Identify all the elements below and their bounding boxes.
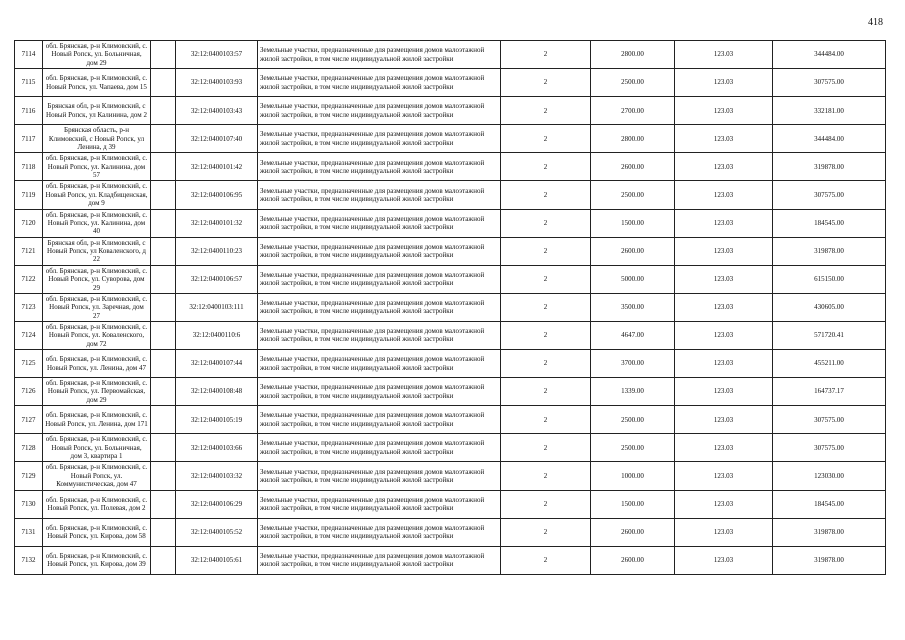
land-purpose-cell: Земельные участки, предназначенные для размещения домов малоэтажной жилой застройки, в том числе индивидуальной жилой застройки	[258, 378, 501, 406]
address-cell: обл. Брянская, р-н Климовский, с. Новый Ропск, ул. Суворова, дом 29	[43, 265, 151, 293]
address-cell: обл. Брянская, р-н Климовский, с. Новый Ропск, ул. Ленина, дом 171	[43, 406, 151, 434]
table-row	[15, 350, 886, 378]
specific-value-cell: 123.03	[675, 293, 773, 321]
cadastral-number-cell: 32:12:0400103:111	[176, 293, 258, 321]
area-cell: 2600.00	[591, 153, 675, 181]
table-row	[15, 41, 886, 69]
area-cell: 5000.00	[591, 265, 675, 293]
table-row	[15, 97, 886, 125]
category-cell: 2	[501, 181, 591, 209]
empty-cell	[151, 434, 176, 462]
cadastral-number-cell: 32:12:0400103:57	[176, 41, 258, 69]
cadastral-number-cell: 32:12:0400106:57	[176, 265, 258, 293]
area-cell: 2600.00	[591, 518, 675, 546]
category-cell: 2	[501, 209, 591, 237]
specific-value-cell: 123.03	[675, 125, 773, 153]
address-cell: обл. Брянская, р-н Климовский, с. Новый Ропск, ул. Коваленского, дом 72	[43, 321, 151, 349]
area-cell: 2600.00	[591, 546, 675, 574]
row-number-cell: 7131	[15, 518, 43, 546]
table-row	[15, 69, 886, 97]
cadastral-number-cell: 32:12:0400101:42	[176, 153, 258, 181]
cadastral-value-cell: 430605.00	[773, 293, 886, 321]
table-row	[15, 462, 886, 490]
address-cell: обл. Брянская, р-н Климовский, с. Новый Ропск, ул. Ленина, дом 47	[43, 350, 151, 378]
land-purpose-cell: Земельные участки, предназначенные для размещения домов малоэтажной жилой застройки, в том числе индивидуальной жилой застройки	[258, 125, 501, 153]
empty-cell	[151, 462, 176, 490]
land-purpose-cell: Земельные участки, предназначенные для размещения домов малоэтажной жилой застройки, в том числе индивидуальной жилой застройки	[258, 293, 501, 321]
empty-cell	[151, 350, 176, 378]
table-row	[15, 434, 886, 462]
row-number-cell: 7117	[15, 125, 43, 153]
cadastral-value-cell: 123030.00	[773, 462, 886, 490]
table-row	[15, 181, 886, 209]
area-cell: 1500.00	[591, 209, 675, 237]
row-number-cell: 7120	[15, 209, 43, 237]
address-cell: Брянская обл, р-н Климовский, с Новый Ропск, ул Коваленского, д 22	[43, 237, 151, 265]
cadastral-value-cell: 164737.17	[773, 378, 886, 406]
empty-cell	[151, 518, 176, 546]
area-cell: 1000.00	[591, 462, 675, 490]
row-number-cell: 7128	[15, 434, 43, 462]
address-cell: обл. Брянская, р-н Климовский, с. Новый Ропск, ул. Калинина, дом 40	[43, 209, 151, 237]
cadastral-value-cell: 184545.00	[773, 490, 886, 518]
specific-value-cell: 123.03	[675, 462, 773, 490]
address-cell: Брянская обл, р-н Климовский, с Новый Ропск, ул Калинина, дом 2	[43, 97, 151, 125]
table-row	[15, 321, 886, 349]
specific-value-cell: 123.03	[675, 321, 773, 349]
table-row	[15, 518, 886, 546]
cadastral-value-cell: 332181.00	[773, 97, 886, 125]
category-cell: 2	[501, 321, 591, 349]
area-cell: 2500.00	[591, 434, 675, 462]
category-cell: 2	[501, 378, 591, 406]
row-number-cell: 7122	[15, 265, 43, 293]
empty-cell	[151, 97, 176, 125]
specific-value-cell: 123.03	[675, 209, 773, 237]
specific-value-cell: 123.03	[675, 490, 773, 518]
cadastral-value-cell: 307575.00	[773, 69, 886, 97]
cadastral-number-cell: 32:12:0400105:52	[176, 518, 258, 546]
row-number-cell: 7126	[15, 378, 43, 406]
empty-cell	[151, 209, 176, 237]
category-cell: 2	[501, 153, 591, 181]
empty-cell	[151, 490, 176, 518]
land-purpose-cell: Земельные участки, предназначенные для размещения домов малоэтажной жилой застройки, в том числе индивидуальной жилой застройки	[258, 237, 501, 265]
area-cell: 4647.00	[591, 321, 675, 349]
registry-rows	[15, 41, 886, 575]
address-cell: обл. Брянская, р-н Климовский, с. Новый Ропск, ул. Кирова, дом 58	[43, 518, 151, 546]
empty-cell	[151, 41, 176, 69]
cadastral-value-cell: 319878.00	[773, 237, 886, 265]
land-purpose-cell: Земельные участки, предназначенные для размещения домов малоэтажной жилой застройки, в том числе индивидуальной жилой застройки	[258, 490, 501, 518]
specific-value-cell: 123.03	[675, 350, 773, 378]
land-purpose-cell: Земельные участки, предназначенные для размещения домов малоэтажной жилой застройки, в том числе индивидуальной жилой застройки	[258, 546, 501, 574]
category-cell: 2	[501, 69, 591, 97]
land-purpose-cell: Земельные участки, предназначенные для размещения домов малоэтажной жилой застройки, в том числе индивидуальной жилой застройки	[258, 265, 501, 293]
land-purpose-cell: Земельные участки, предназначенные для размещения домов малоэтажной жилой застройки, в том числе индивидуальной жилой застройки	[258, 350, 501, 378]
cadastral-value-cell: 307575.00	[773, 434, 886, 462]
empty-cell	[151, 546, 176, 574]
row-number-cell: 7124	[15, 321, 43, 349]
address-cell: обл. Брянская, р-н Климовский, с. Новый Ропск, ул. Заречная, дом 27	[43, 293, 151, 321]
cadastral-value-cell: 571720.41	[773, 321, 886, 349]
address-cell: обл. Брянская, р-н Климовский, с. Новый Ропск, ул. Чапаева, дом 15	[43, 69, 151, 97]
address-cell: Брянская область, р-н Климовский, с Новый Ропск, ул Ленина, д 39	[43, 125, 151, 153]
row-number-cell: 7132	[15, 546, 43, 574]
cadastral-value-cell: 319878.00	[773, 546, 886, 574]
address-cell: обл. Брянская, р-н Климовский, с. Новый Ропск, ул. Коммунистическая, дом 47	[43, 462, 151, 490]
specific-value-cell: 123.03	[675, 546, 773, 574]
table-row	[15, 406, 886, 434]
cadastral-number-cell: 32:12:0400103:93	[176, 69, 258, 97]
cadastral-number-cell: 32:12:0400105:19	[176, 406, 258, 434]
row-number-cell: 7121	[15, 237, 43, 265]
empty-cell	[151, 265, 176, 293]
area-cell: 2500.00	[591, 181, 675, 209]
row-number-cell: 7118	[15, 153, 43, 181]
specific-value-cell: 123.03	[675, 237, 773, 265]
category-cell: 2	[501, 350, 591, 378]
cadastral-value-cell: 344484.00	[773, 41, 886, 69]
empty-cell	[151, 321, 176, 349]
address-cell: обл. Брянская, р-н Климовский, с. Новый Ропск, ул. Кирова, дом 39	[43, 546, 151, 574]
specific-value-cell: 123.03	[675, 97, 773, 125]
land-purpose-cell: Земельные участки, предназначенные для размещения домов малоэтажной жилой застройки, в том числе индивидуальной жилой застройки	[258, 462, 501, 490]
specific-value-cell: 123.03	[675, 406, 773, 434]
cadastral-number-cell: 32:12:0400107:44	[176, 350, 258, 378]
address-cell: обл. Брянская, р-н Климовский, с. Новый Ропск, ул. Калинина, дом 57	[43, 153, 151, 181]
row-number-cell: 7114	[15, 41, 43, 69]
table-row	[15, 293, 886, 321]
specific-value-cell: 123.03	[675, 41, 773, 69]
empty-cell	[151, 293, 176, 321]
specific-value-cell: 123.03	[675, 181, 773, 209]
category-cell: 2	[501, 462, 591, 490]
category-cell: 2	[501, 125, 591, 153]
cadastral-number-cell: 32:12:0400106:29	[176, 490, 258, 518]
table-row	[15, 546, 886, 574]
table-row	[15, 153, 886, 181]
cadastral-number-cell: 32:12:0400105:61	[176, 546, 258, 574]
category-cell: 2	[501, 293, 591, 321]
cadastral-number-cell: 32:12:0400103:66	[176, 434, 258, 462]
category-cell: 2	[501, 41, 591, 69]
area-cell: 3500.00	[591, 293, 675, 321]
empty-cell	[151, 237, 176, 265]
row-number-cell: 7130	[15, 490, 43, 518]
category-cell: 2	[501, 490, 591, 518]
row-number-cell: 7116	[15, 97, 43, 125]
area-cell: 1339.00	[591, 378, 675, 406]
category-cell: 2	[501, 265, 591, 293]
area-cell: 2500.00	[591, 406, 675, 434]
cadastral-value-cell: 344484.00	[773, 125, 886, 153]
empty-cell	[151, 378, 176, 406]
address-cell: обл. Брянская, р-н Климовский, с. Новый Ропск, ул. Первомайская, дом 29	[43, 378, 151, 406]
cadastral-number-cell: 32:12:0400106:95	[176, 181, 258, 209]
cadastral-number-cell: 32:12:0400101:32	[176, 209, 258, 237]
cadastral-number-cell: 32:12:0400103:43	[176, 97, 258, 125]
land-plot-registry-table	[14, 40, 886, 575]
cadastral-number-cell: 32:12:0400110:23	[176, 237, 258, 265]
page-number: 418	[868, 17, 883, 28]
row-number-cell: 7119	[15, 181, 43, 209]
specific-value-cell: 123.03	[675, 518, 773, 546]
category-cell: 2	[501, 237, 591, 265]
land-purpose-cell: Земельные участки, предназначенные для размещения домов малоэтажной жилой застройки, в том числе индивидуальной жилой застройки	[258, 434, 501, 462]
land-purpose-cell: Земельные участки, предназначенные для размещения домов малоэтажной жилой застройки, в том числе индивидуальной жилой застройки	[258, 406, 501, 434]
cadastral-number-cell: 32:12:0400103:32	[176, 462, 258, 490]
cadastral-value-cell: 307575.00	[773, 406, 886, 434]
specific-value-cell: 123.03	[675, 69, 773, 97]
cadastral-number-cell: 32:12:0400107:40	[176, 125, 258, 153]
row-number-cell: 7127	[15, 406, 43, 434]
empty-cell	[151, 125, 176, 153]
cadastral-value-cell: 455211.00	[773, 350, 886, 378]
land-purpose-cell: Земельные участки, предназначенные для размещения домов малоэтажной жилой застройки, в том числе индивидуальной жилой застройки	[258, 69, 501, 97]
area-cell: 3700.00	[591, 350, 675, 378]
address-cell: обл. Брянская, р-н Климовский, с. Новый Ропск, ул. Кладбищенская, дом 9	[43, 181, 151, 209]
cadastral-value-cell: 184545.00	[773, 209, 886, 237]
land-purpose-cell: Земельные участки, предназначенные для размещения домов малоэтажной жилой застройки, в том числе индивидуальной жилой застройки	[258, 153, 501, 181]
land-purpose-cell: Земельные участки, предназначенные для размещения домов малоэтажной жилой застройки, в том числе индивидуальной жилой застройки	[258, 518, 501, 546]
cadastral-value-cell: 319878.00	[773, 153, 886, 181]
table-row	[15, 237, 886, 265]
land-purpose-cell: Земельные участки, предназначенные для размещения домов малоэтажной жилой застройки, в том числе индивидуальной жилой застройки	[258, 97, 501, 125]
empty-cell	[151, 153, 176, 181]
row-number-cell: 7129	[15, 462, 43, 490]
specific-value-cell: 123.03	[675, 153, 773, 181]
cadastral-number-cell: 32:12:0400108:48	[176, 378, 258, 406]
cadastral-number-cell: 32:12:0400110:6	[176, 321, 258, 349]
area-cell: 2800.00	[591, 41, 675, 69]
category-cell: 2	[501, 97, 591, 125]
address-cell: обл. Брянская, р-н Климовский, с. Новый Ропск, ул. Больничная, дом 29	[43, 41, 151, 69]
category-cell: 2	[501, 406, 591, 434]
area-cell: 1500.00	[591, 490, 675, 518]
address-cell: обл. Брянская, р-н Климовский, с. Новый Ропск, ул. Больничная, дом 3, квартира 1	[43, 434, 151, 462]
area-cell: 2700.00	[591, 97, 675, 125]
land-purpose-cell: Земельные участки, предназначенные для размещения домов малоэтажной жилой застройки, в том числе индивидуальной жилой застройки	[258, 209, 501, 237]
area-cell: 2800.00	[591, 125, 675, 153]
specific-value-cell: 123.03	[675, 265, 773, 293]
empty-cell	[151, 69, 176, 97]
row-number-cell: 7125	[15, 350, 43, 378]
category-cell: 2	[501, 518, 591, 546]
land-purpose-cell: Земельные участки, предназначенные для размещения домов малоэтажной жилой застройки, в том числе индивидуальной жилой застройки	[258, 321, 501, 349]
empty-cell	[151, 406, 176, 434]
specific-value-cell: 123.03	[675, 434, 773, 462]
empty-cell	[151, 181, 176, 209]
row-number-cell: 7115	[15, 69, 43, 97]
land-purpose-cell: Земельные участки, предназначенные для размещения домов малоэтажной жилой застройки, в том числе индивидуальной жилой застройки	[258, 41, 501, 69]
table-row	[15, 125, 886, 153]
cadastral-value-cell: 307575.00	[773, 181, 886, 209]
table-row	[15, 209, 886, 237]
table-row	[15, 490, 886, 518]
address-cell: обл. Брянская, р-н Климовский, с. Новый Ропск, ул. Полевая, дом 2	[43, 490, 151, 518]
specific-value-cell: 123.03	[675, 378, 773, 406]
table-row	[15, 265, 886, 293]
cadastral-value-cell: 615150.00	[773, 265, 886, 293]
category-cell: 2	[501, 546, 591, 574]
land-purpose-cell: Земельные участки, предназначенные для размещения домов малоэтажной жилой застройки, в том числе индивидуальной жилой застройки	[258, 181, 501, 209]
row-number-cell: 7123	[15, 293, 43, 321]
table-row	[15, 378, 886, 406]
category-cell: 2	[501, 434, 591, 462]
cadastral-value-cell: 319878.00	[773, 518, 886, 546]
area-cell: 2500.00	[591, 69, 675, 97]
area-cell: 2600.00	[591, 237, 675, 265]
